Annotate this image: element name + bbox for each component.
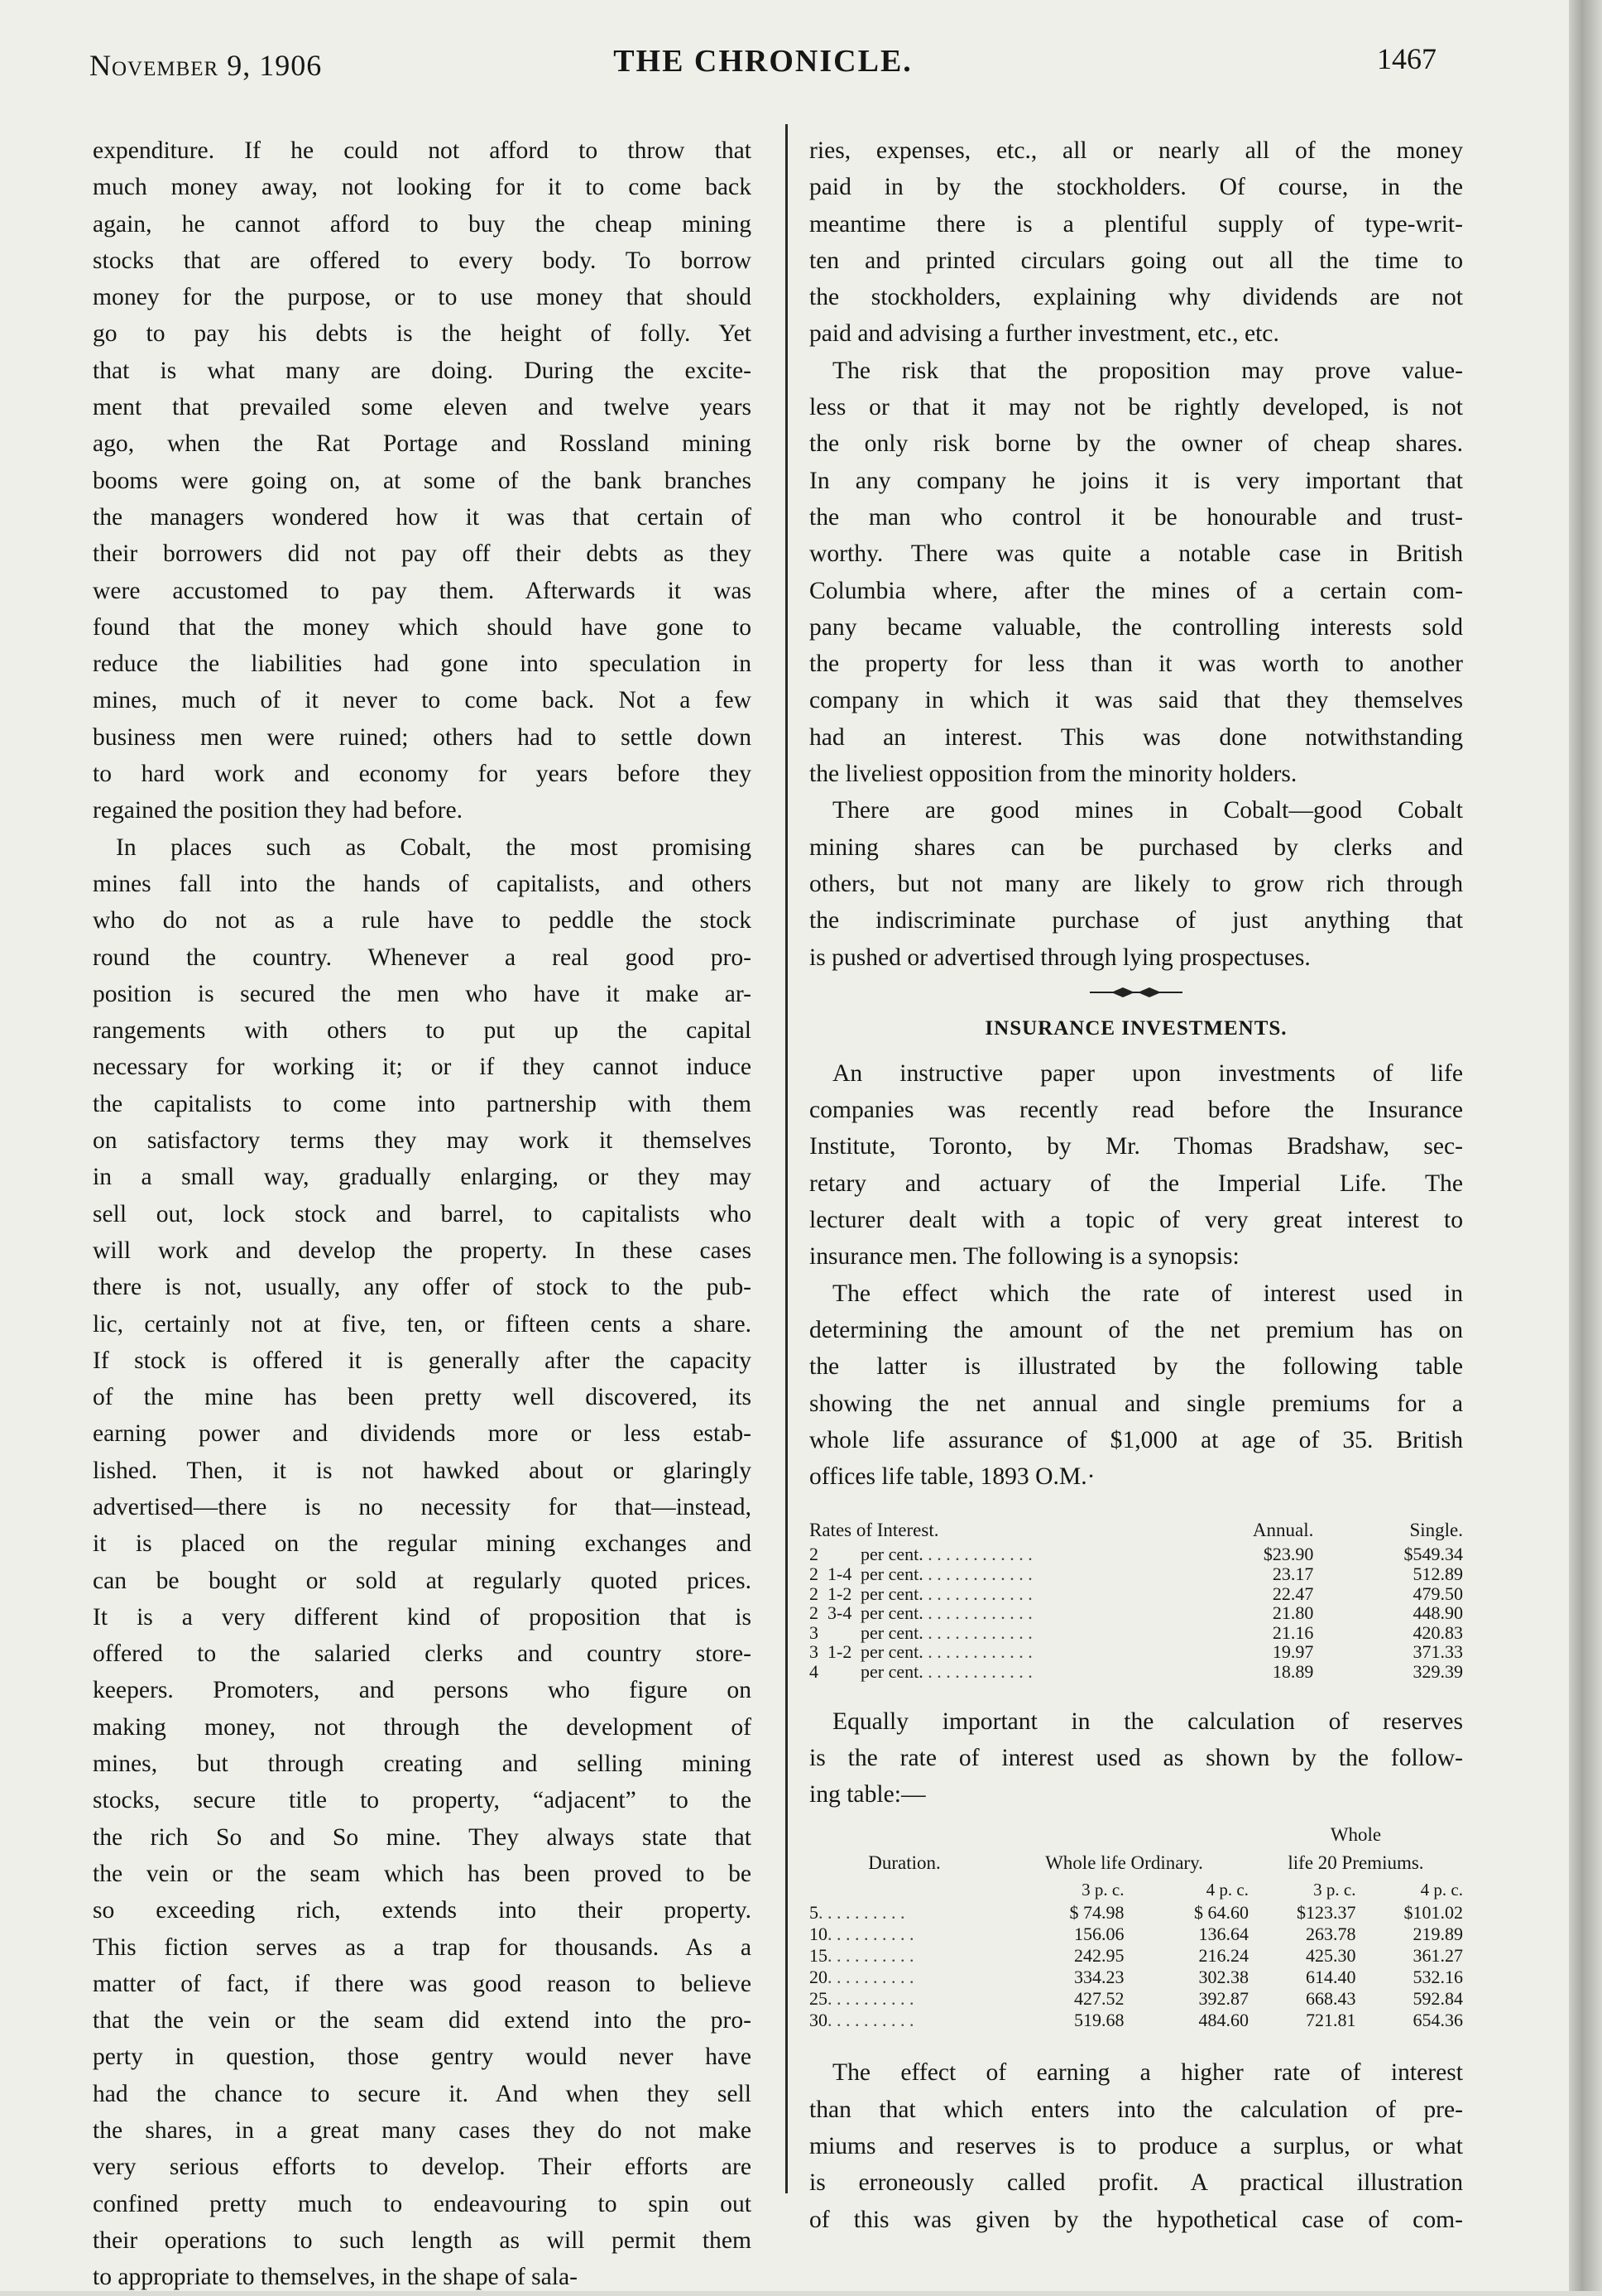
- leader-dots: . . . . . . . . . .: [818, 1902, 905, 1924]
- reserves-intro: [809, 1703, 1463, 1813]
- table-row: [809, 1902, 1463, 1924]
- text-line: rangements with others to put up the capital: [93, 1017, 751, 1045]
- issue-date: November 9, 1906: [89, 49, 323, 82]
- rate-label: per cent.: [861, 1563, 923, 1584]
- table-header-row: [809, 1520, 1463, 1544]
- text-line: on satisfactory terms they may work it themselves: [93, 1127, 751, 1155]
- text-line: had the chance to secure it. And when they sell: [93, 2080, 751, 2107]
- text-line: ing table:—: [809, 1781, 926, 1808]
- page-header: [89, 41, 1437, 91]
- reserve-value: 519.68: [1073, 2010, 1125, 2031]
- rate-cell-single: 512.89: [1413, 1563, 1463, 1584]
- reserve-value: 721.81: [1305, 2010, 1356, 2031]
- rate-cell-int: 3: [809, 1621, 818, 1643]
- text-line: the indiscriminate purchase of just anything that: [809, 907, 1463, 934]
- reserve-value: $ 64.60: [1193, 1902, 1249, 1924]
- reserve-value: 592.84: [1413, 1988, 1463, 2010]
- duration-value: 10: [809, 1924, 827, 1945]
- text-line: mines, but through creating and selling mining: [93, 1751, 751, 1778]
- duration-value: 5: [809, 1902, 818, 1924]
- text-line: advertised—there is no necessity for that—instead,: [93, 1493, 751, 1520]
- text-line: their borrowers did not pay off their debts as they: [93, 540, 751, 568]
- rate-cell-label: [861, 1564, 1170, 1584]
- text-line: regained the position they had before.: [93, 797, 463, 824]
- whole-label-header: Whole: [1330, 1824, 1382, 1846]
- text-line: companies was recently read before the Insurance: [809, 1097, 1463, 1124]
- rate-label: per cent.: [861, 1544, 923, 1565]
- text-line: retary and actuary of the Imperial Life. The: [809, 1170, 1463, 1197]
- rate-cell-annual: 22.47: [1272, 1583, 1314, 1604]
- column-divider: [785, 124, 788, 2193]
- rate-cell-annual: $23.90: [1263, 1544, 1314, 1565]
- rate-cell-label: [861, 1623, 1170, 1643]
- leader-dots: . . . . . . . . . .: [827, 2010, 914, 2031]
- text-line: perty in question, those gentry would never have: [93, 2044, 751, 2071]
- reserve-value: 302.38: [1198, 1967, 1249, 1988]
- text-line: will work and develop the property. In these cases: [93, 1237, 751, 1264]
- reserve-value: $ 74.98: [1069, 1902, 1125, 1924]
- section-heading: INSURANCE INVESTMENTS.: [985, 1016, 1288, 1040]
- table-row: [809, 2010, 1463, 2031]
- rate-cell-annual: 21.16: [1272, 1621, 1314, 1643]
- text-line: reduce the liabilities had gone into speculation in: [93, 651, 751, 678]
- text-line: mines, much of it never to come back. Not a few: [93, 687, 751, 714]
- leader-dots: . . . . . . . . . . . .: [923, 1563, 1033, 1584]
- reserve-value: 425.30: [1305, 1945, 1356, 1967]
- text-line: position is secured the men who have it make ar-: [93, 980, 751, 1007]
- life20-header: life 20 Premiums.: [1288, 1852, 1424, 1874]
- text-line: necessary for working it; or if they cannot induce: [93, 1054, 751, 1081]
- text-line: the latter is illustrated by the following table: [809, 1353, 1463, 1381]
- text-line: matter of fact, if there was good reason to believe: [93, 1970, 751, 1997]
- reserve-value: $123.37: [1296, 1902, 1356, 1924]
- leader-dots: . . . . . . . . . . . .: [923, 1660, 1033, 1682]
- section-ornament: [809, 986, 1463, 999]
- text-line: had an interest. This was done notwithstanding: [809, 723, 1463, 751]
- rate-cell-single: 448.90: [1413, 1602, 1463, 1624]
- text-line: mining shares can be purchased by clerks and: [809, 833, 1463, 861]
- diamond-rule-icon: [1086, 986, 1186, 999]
- text-line: determining the amount of the net premium has on: [809, 1316, 1463, 1343]
- rate-cell-label: [861, 1662, 1170, 1682]
- text-line: that the vein or the seam did extend into the pro-: [93, 2007, 751, 2034]
- rate-cell-frac: [827, 1544, 861, 1564]
- reserve-value: 263.78: [1305, 1924, 1356, 1945]
- duration-value: 20: [809, 1967, 827, 1988]
- text-line: stocks that are offered to every body. To borrow: [93, 247, 751, 274]
- table-header-row: [809, 1849, 1463, 1877]
- reserve-value: $101.02: [1403, 1902, 1463, 1924]
- reserve-value: 392.87: [1198, 1988, 1249, 2010]
- text-line: to hard work and economy for years before they: [93, 761, 751, 788]
- duration-header: Duration.: [868, 1852, 941, 1874]
- reserves-table: [809, 1821, 1463, 2031]
- leader-dots: . . . . . . . . . . . .: [923, 1583, 1033, 1604]
- rate-header: 4 p. c.: [1420, 1880, 1463, 1900]
- reserve-value: 136.64: [1198, 1924, 1249, 1945]
- text-line: ten and printed circulars going out all the time to: [809, 247, 1463, 274]
- rate-cell-annual: 23.17: [1272, 1563, 1314, 1584]
- rate-column-header: Rates of Interest.: [809, 1520, 939, 1541]
- rate-cell-label: [861, 1544, 1170, 1564]
- duration-value: 15: [809, 1945, 827, 1967]
- reserve-value: 614.40: [1305, 1967, 1356, 1988]
- reserve-value: 334.23: [1073, 1967, 1125, 1988]
- text-line: offices life table, 1893 O.M.·: [809, 1463, 1096, 1491]
- text-line: to appropriate to themselves, in the shape of sala-: [93, 2264, 578, 2291]
- left-column: [93, 132, 751, 2296]
- rate-label: per cent.: [861, 1641, 923, 1663]
- table-row: [809, 1945, 1463, 1967]
- text-line: lic, certainly not at five, ten, or fifteen cents a share.: [93, 1310, 751, 1338]
- text-line: the managers wondered how it was that certain of: [93, 503, 751, 531]
- text-line: An instructive paper upon investments of life: [832, 1059, 1463, 1087]
- rate-cell-int: 2: [809, 1602, 818, 1624]
- text-line: of the mine has been pretty well discovered, its: [93, 1384, 751, 1411]
- rate-cell-single: $549.34: [1403, 1544, 1463, 1565]
- text-line: insurance men. The following is a synopsis:: [809, 1243, 1240, 1270]
- reserve-value: 361.27: [1413, 1945, 1463, 1967]
- text-line: it is placed on the regular mining exchanges and: [93, 1530, 751, 1558]
- duration-cell: [809, 1945, 1000, 1967]
- leader-dots: . . . . . . . . . .: [827, 1945, 914, 1967]
- page-edge-shadow: [1569, 0, 1602, 2291]
- duration-cell: [809, 1924, 1000, 1945]
- rate-cell-frac: [827, 1662, 861, 1682]
- text-line: the rich So and So mine. They always state that: [93, 1823, 751, 1851]
- premium-rates-table: [809, 1520, 1463, 1681]
- leader-dots: . . . . . . . . . .: [827, 1924, 914, 1945]
- rate-cell-int: 3: [809, 1641, 818, 1663]
- text-line: In places such as Cobalt, the most promising: [116, 833, 751, 861]
- text-line: booms were going on, at some of the bank branches: [93, 467, 751, 494]
- rate-cell-single: 329.39: [1413, 1660, 1463, 1682]
- text-line: ries, expenses, etc., all or nearly all of the money: [809, 137, 1463, 164]
- text-line: there is not, usually, any offer of stock to the pub-: [93, 1274, 751, 1301]
- reserve-value: 219.89: [1413, 1924, 1463, 1945]
- text-line: It is a very different kind of proposition that is: [93, 1603, 751, 1631]
- text-line: expenditure. If he could not afford to throw that: [93, 137, 751, 164]
- text-line: the shares, in a great many cases they do not make: [93, 2117, 751, 2145]
- leader-dots: . . . . . . . . . . . .: [923, 1544, 1033, 1565]
- rate-cell-annual: 19.97: [1272, 1641, 1314, 1663]
- text-line: ago, when the Rat Portage and Rossland mining: [93, 430, 751, 458]
- premium-rates-body: [809, 1544, 1463, 1681]
- leader-dots: . . . . . . . . . . . .: [923, 1621, 1033, 1643]
- text-line: again, he cannot afford to buy the cheap mining: [93, 210, 751, 238]
- rate-cell-single: 420.83: [1413, 1621, 1463, 1643]
- text-line: In any company he joins it is very important that: [809, 467, 1463, 494]
- reserve-value: 156.06: [1073, 1924, 1125, 1945]
- article-closing: [809, 2054, 1463, 2237]
- duration-cell: [809, 1902, 1000, 1924]
- text-line: lecturer dealt with a topic of very great interest to: [809, 1207, 1463, 1234]
- text-line: The risk that the proposition may prove value-: [832, 357, 1463, 384]
- text-line: is pushed or advertised through lying prospectuses.: [809, 944, 1311, 971]
- text-line: There are good mines in Cobalt—good Cobalt: [832, 797, 1463, 824]
- text-line: the man who control it be honourable and trust-: [809, 503, 1463, 531]
- duration-cell: [809, 1967, 1000, 1988]
- rate-label: per cent.: [861, 1660, 923, 1682]
- text-line: meantime there is a plentiful supply of type-writ-: [809, 210, 1463, 238]
- reserve-value: 242.95: [1073, 1945, 1125, 1967]
- text-line: company in which it was said that they themselves: [809, 687, 1463, 714]
- rate-header: 3 p. c.: [1082, 1880, 1125, 1900]
- rate-header: 4 p. c.: [1206, 1880, 1249, 1900]
- duration-cell: [809, 1988, 1000, 2010]
- text-line: keepers. Promoters, and persons who figure on: [93, 1677, 751, 1704]
- reserve-value: 654.36: [1413, 2010, 1463, 2031]
- leader-dots: . . . . . . . . . . . .: [923, 1641, 1033, 1663]
- text-line: stocks, secure title to property, “adjacent” to the: [93, 1787, 751, 1814]
- rate-cell-frac: 1-4: [827, 1563, 852, 1584]
- table-row: [809, 1603, 1463, 1623]
- leader-dots: . . . . . . . . . . . .: [923, 1602, 1033, 1624]
- rate-cell-frac: 1-2: [827, 1583, 852, 1604]
- annual-column-header: Annual.: [1252, 1520, 1314, 1541]
- text-line: business men were ruined; others had to settle down: [93, 723, 751, 751]
- table-row: [809, 1924, 1463, 1945]
- right-column: [809, 132, 1463, 2238]
- rate-label: per cent.: [861, 1583, 923, 1604]
- table-header-row: [809, 1877, 1463, 1902]
- rate-header: 3 p. c.: [1313, 1880, 1356, 1900]
- leader-dots: . . . . . . . . . .: [827, 1967, 914, 1988]
- rate-cell-int: 2: [809, 1563, 818, 1584]
- table-row: [809, 1642, 1463, 1662]
- whole-life-header: Whole life Ordinary.: [1045, 1852, 1203, 1874]
- text-line: than that which enters into the calculation of pre-: [809, 2096, 1463, 2123]
- rate-cell-int: 4: [809, 1660, 818, 1682]
- rate-cell-single: 479.50: [1413, 1583, 1463, 1604]
- rate-cell-annual: 18.89: [1272, 1660, 1314, 1682]
- text-line: paid in by the stockholders. Of course, in the: [809, 174, 1463, 201]
- text-line: go to pay his debts is the height of folly. Yet: [93, 320, 751, 348]
- text-line: showing the net annual and single premiums for a: [809, 1390, 1463, 1417]
- text-line: miums and reserves is to produce a surplus, or what: [809, 2133, 1463, 2160]
- table-header-row: [809, 1821, 1463, 1849]
- reserve-value: 668.43: [1305, 1988, 1356, 2010]
- rate-label: per cent.: [861, 1602, 923, 1624]
- text-line: is the rate of interest used as shown by the follow-: [809, 1744, 1463, 1771]
- text-line: the vein or the seam which has been proved to be: [93, 1860, 751, 1887]
- rate-cell-int: 2: [809, 1583, 818, 1604]
- rate-cell-annual: 21.80: [1272, 1602, 1314, 1624]
- text-line: the stockholders, explaining why dividends are not: [809, 284, 1463, 311]
- rate-cell-label: [861, 1584, 1170, 1604]
- rate-label: per cent.: [861, 1621, 923, 1643]
- article-continuation: [809, 132, 1463, 976]
- text-line: confined pretty much to endeavouring to spin out: [93, 2190, 751, 2217]
- single-column-header: Single.: [1409, 1520, 1463, 1541]
- text-line: If stock is offered it is generally after the capacity: [93, 1347, 751, 1374]
- text-line: paid and advising a further investment, etc., etc.: [809, 320, 1279, 348]
- text-line: Columbia where, after the mines of a certain com-: [809, 577, 1463, 604]
- text-line: money for the purpose, or to use money that should: [93, 284, 751, 311]
- rate-cell-label: [861, 1642, 1170, 1662]
- text-line: in a small way, gradually enlarging, or they may: [93, 1164, 751, 1191]
- rate-cell-label: [861, 1603, 1170, 1623]
- text-line: the only risk borne by the owner of cheap shares.: [809, 430, 1463, 458]
- rate-cell-frac: 1-2: [827, 1641, 852, 1663]
- text-line: can be bought or sold at regularly quoted prices.: [93, 1567, 751, 1594]
- text-line: lished. Then, it is not hawked about or glaringly: [93, 1457, 751, 1484]
- table-row: [809, 1584, 1463, 1604]
- text-line: their operations to such length as will permit them: [93, 2226, 751, 2254]
- reserve-value: 427.52: [1073, 1988, 1125, 2010]
- rate-cell-single: 371.33: [1413, 1641, 1463, 1663]
- table-row: [809, 1623, 1463, 1643]
- rate-cell-frac: 3-4: [827, 1602, 852, 1624]
- table-row: [809, 1544, 1463, 1564]
- reserves-body: [809, 1902, 1463, 2031]
- text-line: worthy. There was quite a notable case in British: [809, 540, 1463, 568]
- text-line: earning power and dividends more or less estab-: [93, 1420, 751, 1448]
- text-line: found that the money which should have gone to: [93, 613, 751, 641]
- rate-cell-frac: [827, 1623, 861, 1643]
- text-line: the capitalists to come into partnership with them: [93, 1090, 751, 1117]
- table-row: [809, 1662, 1463, 1682]
- text-line: the property for less than it was worth to another: [809, 651, 1463, 678]
- text-line: so exceeding rich, extends into their property.: [93, 1897, 751, 1924]
- text-line: This fiction serves as a trap for thousands. As a: [93, 1933, 751, 1961]
- text-line: of this was given by the hypothetical case of com-: [809, 2206, 1463, 2233]
- duration-value: 30: [809, 2010, 827, 2031]
- text-line: Equally important in the calculation of reserves: [832, 1708, 1463, 1735]
- text-line: making money, not through the development of: [93, 1713, 751, 1741]
- text-line: whole life assurance of $1,000 at age of 35. British: [809, 1426, 1463, 1453]
- text-line: much money away, not looking for it to come back: [93, 174, 751, 201]
- text-line: less or that it may not be rightly developed, is not: [809, 394, 1463, 421]
- reserve-value: 216.24: [1198, 1945, 1249, 1967]
- text-line: round the country. Whenever a real good pro-: [93, 944, 751, 971]
- text-line: others, but not many are likely to grow rich through: [809, 870, 1463, 897]
- text-line: sell out, lock stock and barrel, to capitalists who: [93, 1200, 751, 1227]
- text-line: The effect of earning a higher rate of interest: [832, 2059, 1463, 2087]
- duration-cell: [809, 2010, 1000, 2031]
- table-row: [809, 1988, 1463, 2010]
- table-row: [809, 1564, 1463, 1584]
- table-row: [809, 1967, 1463, 1988]
- text-line: very serious efforts to develop. Their efforts are: [93, 2154, 751, 2181]
- text-line: were accustomed to pay them. Afterwards it was: [93, 577, 751, 604]
- insurance-article-intro: [809, 1055, 1463, 1496]
- duration-value: 25: [809, 1988, 827, 2010]
- text-line: offered to the salaried clerks and country store-: [93, 1640, 751, 1668]
- text-line: mines fall into the hands of capitalists, and others: [93, 870, 751, 897]
- text-line: is erroneously called profit. A practical illustration: [809, 2169, 1463, 2197]
- text-line: The effect which the rate of interest used in: [832, 1280, 1463, 1307]
- reserve-value: 532.16: [1413, 1967, 1463, 1988]
- reserve-value: 484.60: [1198, 2010, 1249, 2031]
- publication-title: THE CHRONICLE.: [613, 44, 913, 79]
- text-line: that is what many are doing. During the excite-: [93, 357, 751, 384]
- text-line: ment that prevailed some eleven and twelve years: [93, 394, 751, 421]
- text-line: pany became valuable, the controlling interests sold: [809, 613, 1463, 641]
- text-line: the liveliest opposition from the minority holders.: [809, 761, 1297, 788]
- text-line: who do not as a rule have to peddle the stock: [93, 907, 751, 934]
- text-line: Institute, Toronto, by Mr. Thomas Bradshaw, sec-: [809, 1133, 1463, 1160]
- leader-dots: . . . . . . . . . .: [827, 1988, 914, 2010]
- page-number: 1467: [1377, 42, 1437, 75]
- rate-cell-int: 2: [809, 1544, 818, 1565]
